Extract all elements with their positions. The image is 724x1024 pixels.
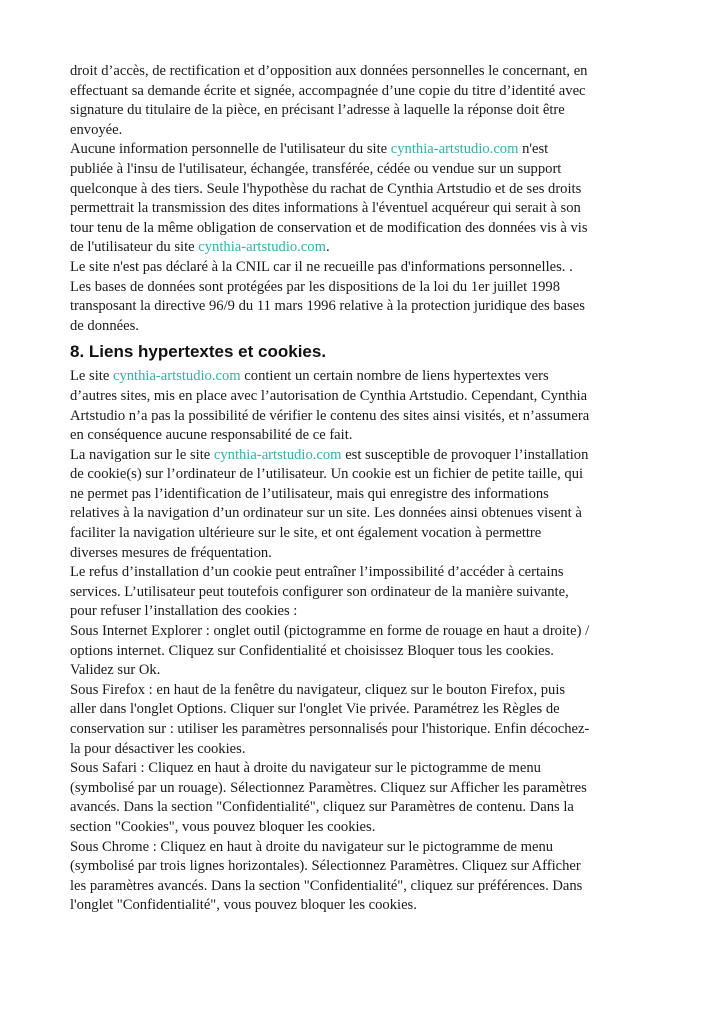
text-line <box>70 367 670 387</box>
text-line <box>70 877 670 897</box>
text-line <box>70 896 670 916</box>
text-fragment: services. L’utilisateur peut toutefois configurer son ordinateur de la manière suivante, <box>70 583 569 600</box>
text-fragment: Les bases de données sont protégées par les dispositions de la loi du 1er juillet 1998 <box>70 278 561 295</box>
text-line <box>70 219 670 239</box>
text-line <box>70 681 670 701</box>
text-line <box>70 838 670 858</box>
text-fragment: droit d’accès, de rectification et d’opposition aux données personnelles le concernant, en <box>70 63 588 79</box>
text-block <box>70 367 670 916</box>
text-fragment: n'est <box>518 141 549 158</box>
site-link[interactable]: cynthia-artstudio.com <box>112 368 241 385</box>
text-fragment: de cookie(s) sur l’ordinateur de l’utilisateur. Un cookie est un fichier de petite taille, qui <box>70 466 584 483</box>
text-line <box>70 199 670 219</box>
text-line <box>70 121 670 141</box>
text-fragment: est susceptible de provoquer l’installation <box>341 446 589 463</box>
text-fragment: Validez sur Ok. <box>70 662 161 679</box>
text-fragment: Le refus d’installation d’un cookie peut entraîner l’impossibilité d’accéder à certains <box>70 564 564 581</box>
text-line <box>70 544 670 564</box>
text-fragment: quelconque à des tiers. Seule l'hypothèse du rachat de Cynthia Artstudio et de ses droits <box>70 180 582 197</box>
text-line <box>70 278 670 298</box>
text-line <box>70 779 670 799</box>
text-line <box>70 602 670 622</box>
text-line <box>70 446 670 466</box>
text-fragment: signature du titulaire de la pièce, en précisant l’adresse à laquelle la réponse doit être <box>70 102 565 119</box>
text-fragment: ne permet pas l’identification de l’utilisateur, mais qui enregistre des informations <box>70 485 549 502</box>
text-fragment: relatives à la navigation d’un ordinateur sur un site. Les données ainsi obtenues visent à <box>70 505 582 522</box>
text-line <box>70 465 670 485</box>
text-fragment: diverses mesures de fréquentation. <box>70 544 272 561</box>
text-fragment: transposant la directive 96/9 du 11 mars 1996 relative à la protection juridique des bases <box>70 298 585 315</box>
text-fragment: permettrait la transmission des dites informations à l'éventuel acquéreur qui serait à son <box>70 200 581 217</box>
text-line <box>70 140 670 160</box>
text-fragment: (symbolisé par un rouage). Sélectionnez Paramètres. Cliquez sur Afficher les paramètres <box>70 779 587 796</box>
text-line <box>70 622 670 642</box>
text-line <box>70 426 670 446</box>
text-line <box>70 485 670 505</box>
text-fragment: Aucune information personnelle de l'utilisateur du site <box>70 141 391 158</box>
text-fragment: Le site <box>70 368 113 385</box>
text-block <box>70 62 670 336</box>
text-line <box>70 700 670 720</box>
text-fragment: l'onglet "Confidentialité", vous pouvez bloquer les cookies. <box>70 897 417 914</box>
text-line <box>70 759 670 779</box>
text-line <box>70 857 670 877</box>
text-line <box>70 524 670 544</box>
text-line <box>70 387 670 407</box>
text-fragment: avancés. Dans la section "Confidentialité", cliquez sur Paramètres de contenu. Dans la <box>70 799 574 816</box>
text-line <box>70 297 670 317</box>
text-line <box>70 180 670 200</box>
text-fragment: options internet. Cliquez sur Confidentialité et choisissez Bloquer tous les cookies. <box>70 642 554 659</box>
text-fragment: la pour désactiver les cookies. <box>70 740 246 757</box>
text-fragment: effectuant sa demande écrite et signée, accompagnée d’une copie du titre d’identité avec <box>70 82 586 99</box>
text-line <box>70 407 670 427</box>
text-line <box>70 661 670 681</box>
text-fragment: Sous Chrome : Cliquez en haut à droite du navigateur sur le pictogramme de menu <box>70 838 554 855</box>
text-line <box>70 504 670 524</box>
text-line <box>70 583 670 603</box>
text-line <box>70 818 670 838</box>
text-fragment: (symbolisé par trois lignes horizontales). Sélectionnez Paramètres. Cliquez sur Afficher <box>70 858 581 875</box>
site-link[interactable]: cynthia-artstudio.com <box>198 239 326 256</box>
text-fragment: de données. <box>70 317 139 334</box>
site-link[interactable]: cynthia-artstudio.com <box>213 446 342 463</box>
text-fragment: faciliter la navigation ultérieure sur le site, et ont également vocation à permettre <box>70 525 542 542</box>
text-line <box>70 82 670 102</box>
text-line <box>70 642 670 662</box>
text-line <box>70 740 670 760</box>
document-page <box>70 62 670 916</box>
text-line <box>70 62 670 82</box>
text-line <box>70 238 670 258</box>
text-fragment: d’autres sites, mis en place avec l’autorisation de Cynthia Artstudio. Cependant, Cynthia <box>70 387 588 404</box>
text-fragment: publiée à l'insu de l'utilisateur, échangée, transférée, cédée ou vendue sur un support <box>70 160 562 177</box>
text-fragment: La navigation sur le site <box>70 446 214 463</box>
text-fragment: Sous Safari : Cliquez en haut à droite du navigateur sur le pictogramme de menu <box>70 760 541 777</box>
text-line <box>70 798 670 818</box>
text-fragment: les paramètres avancés. Dans la section "Confidentialité", cliquez sur préférences. Dans <box>70 877 583 894</box>
text-line <box>70 720 670 740</box>
text-fragment: tour tenu de la même obligation de conservation et de modification des données vis à vis <box>70 219 588 236</box>
text-line <box>70 160 670 180</box>
text-fragment: de l'utilisateur du site <box>70 239 199 256</box>
text-fragment: Sous Firefox : en haut de la fenêtre du navigateur, cliquez sur le bouton Firefox, puis <box>70 681 566 698</box>
text-fragment: pour refuser l’installation des cookies : <box>70 603 298 620</box>
text-fragment: Artstudio n’a pas la possibilité de vérifier le contenu des sites ainsi visités, et n’assumera <box>70 407 590 424</box>
text-fragment: Sous Internet Explorer : onglet outil (pictogramme en forme de rouage en haut a droite) / <box>70 623 590 640</box>
text-fragment: conservation sur : utiliser les paramètres personnalisés pour l'historique. Enfin décochez- <box>70 721 590 737</box>
text-fragment: envoyée. <box>70 121 123 138</box>
text-fragment: . <box>325 239 330 256</box>
text-line <box>70 101 670 121</box>
text-fragment: en conséquence aucune responsabilité de ce fait. <box>70 427 353 444</box>
text-line <box>70 317 670 337</box>
text-line <box>70 563 670 583</box>
text-fragment: aller dans l'onglet Options. Cliquer sur l'onglet Vie privée. Paramétrez les Règles de <box>70 701 560 718</box>
section-heading: 8. Liens hypertextes et cookies. <box>70 342 327 362</box>
text-fragment: section "Cookies", vous pouvez bloquer les cookies. <box>70 818 376 835</box>
text-fragment: Le site n'est pas déclaré à la CNIL car il ne recueille pas d'informations personnelles. . <box>70 258 573 275</box>
site-link[interactable]: cynthia-artstudio.com <box>390 141 519 158</box>
text-fragment: contient un certain nombre de liens hypertextes vers <box>240 368 549 385</box>
text-line <box>70 258 670 278</box>
